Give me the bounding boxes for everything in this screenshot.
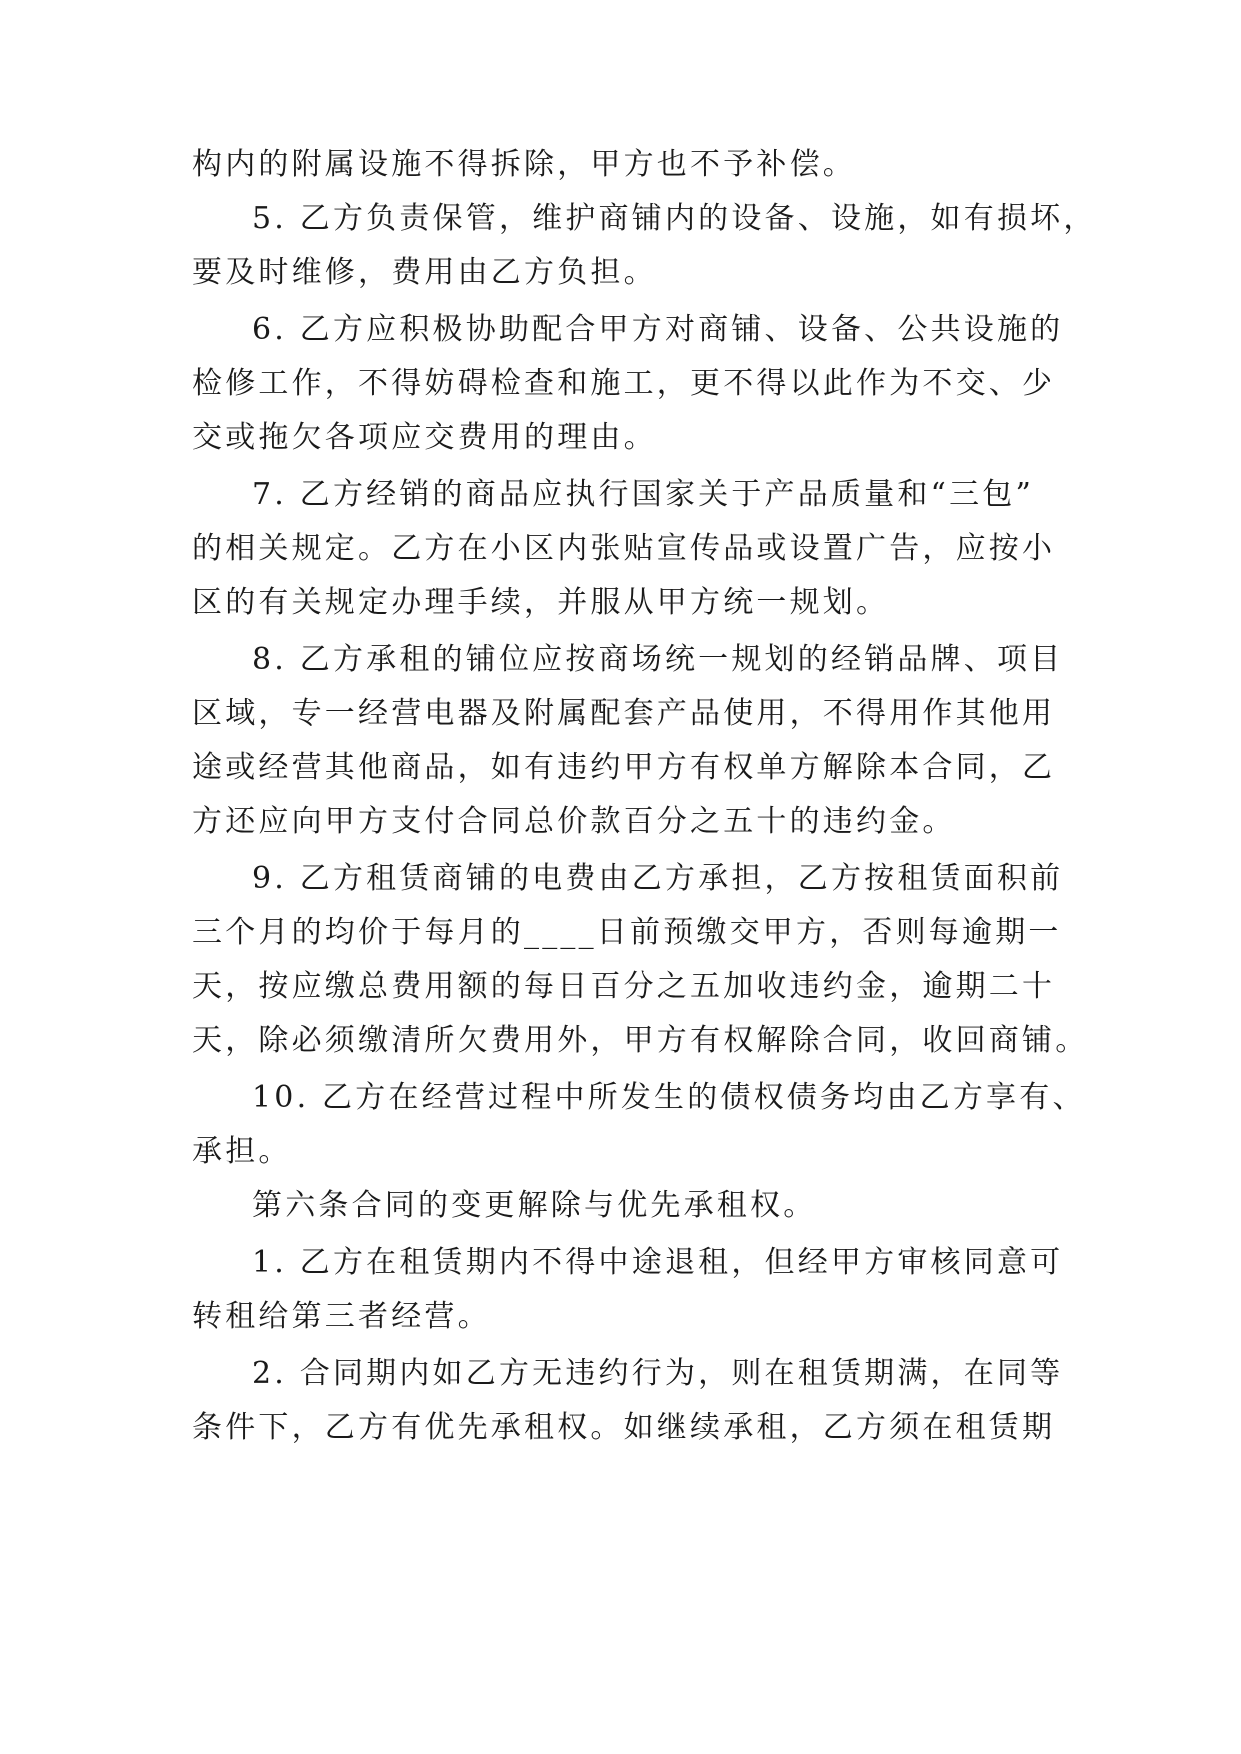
text-line: 交或拖欠各项应交费用的理由。: [192, 420, 657, 455]
section-heading: 第六条合同的变更解除与优先承租权。: [252, 1188, 817, 1223]
text-line: 5. 乙方负责保管，维护商铺内的设备、设施，如有损坏，: [252, 201, 1097, 236]
text-line: 的相关规定。乙方在小区内张贴宣传品或设置广告，应按小: [192, 531, 1056, 566]
text-line: 8. 乙方承租的铺位应按商场统一规划的经销品牌、项目: [252, 642, 1064, 677]
text-line: 9. 乙方租赁商铺的电费由乙方承担，乙方按租赁面积前: [252, 861, 1064, 896]
text-line: 1. 乙方在租赁期内不得中途退租，但经甲方审核同意可: [252, 1245, 1064, 1280]
text-line: 6. 乙方应积极协助配合甲方对商铺、设备、公共设施的: [252, 312, 1064, 347]
text-line: 区的有关规定办理手续，并服从甲方统一规划。: [192, 585, 890, 620]
text-line: 方还应向甲方支付合同总价款百分之五十的违约金。: [192, 804, 956, 839]
text-line: 承担。: [192, 1134, 292, 1169]
text-line: 构内的附属设施不得拆除，甲方也不予补偿。: [192, 147, 856, 182]
text-line: 天，除必须缴清所欠费用外，甲方有权解除合同，收回商铺。: [192, 1023, 1089, 1058]
text-line: 区域，专一经营电器及附属配套产品使用，不得用作其他用: [192, 696, 1056, 731]
text-line: 7. 乙方经销的商品应执行国家关于产品质量和“三包”: [252, 477, 1035, 512]
text-line: 途或经营其他商品，如有违约甲方有权单方解除本合同，乙: [192, 750, 1056, 785]
text-line: 要及时维修，费用由乙方负担。: [192, 255, 657, 290]
text-line: 三个月的均价于每月的____日前预缴交甲方，否则每逾期一: [192, 915, 1062, 950]
text-line: 转租给第三者经营。: [192, 1299, 491, 1334]
text-line: 条件下，乙方有优先承租权。如继续承租，乙方须在租赁期: [192, 1410, 1056, 1445]
text-line: 10. 乙方在经营过程中所发生的债权债务均由乙方享有、: [252, 1080, 1086, 1115]
text-line: 天，按应缴总费用额的每日百分之五加收违约金，逾期二十: [192, 969, 1056, 1004]
text-line: 2. 合同期内如乙方无违约行为，则在租赁期满，在同等: [252, 1356, 1064, 1391]
text-line: 检修工作，不得妨碍检查和施工，更不得以此作为不交、少: [192, 366, 1056, 401]
